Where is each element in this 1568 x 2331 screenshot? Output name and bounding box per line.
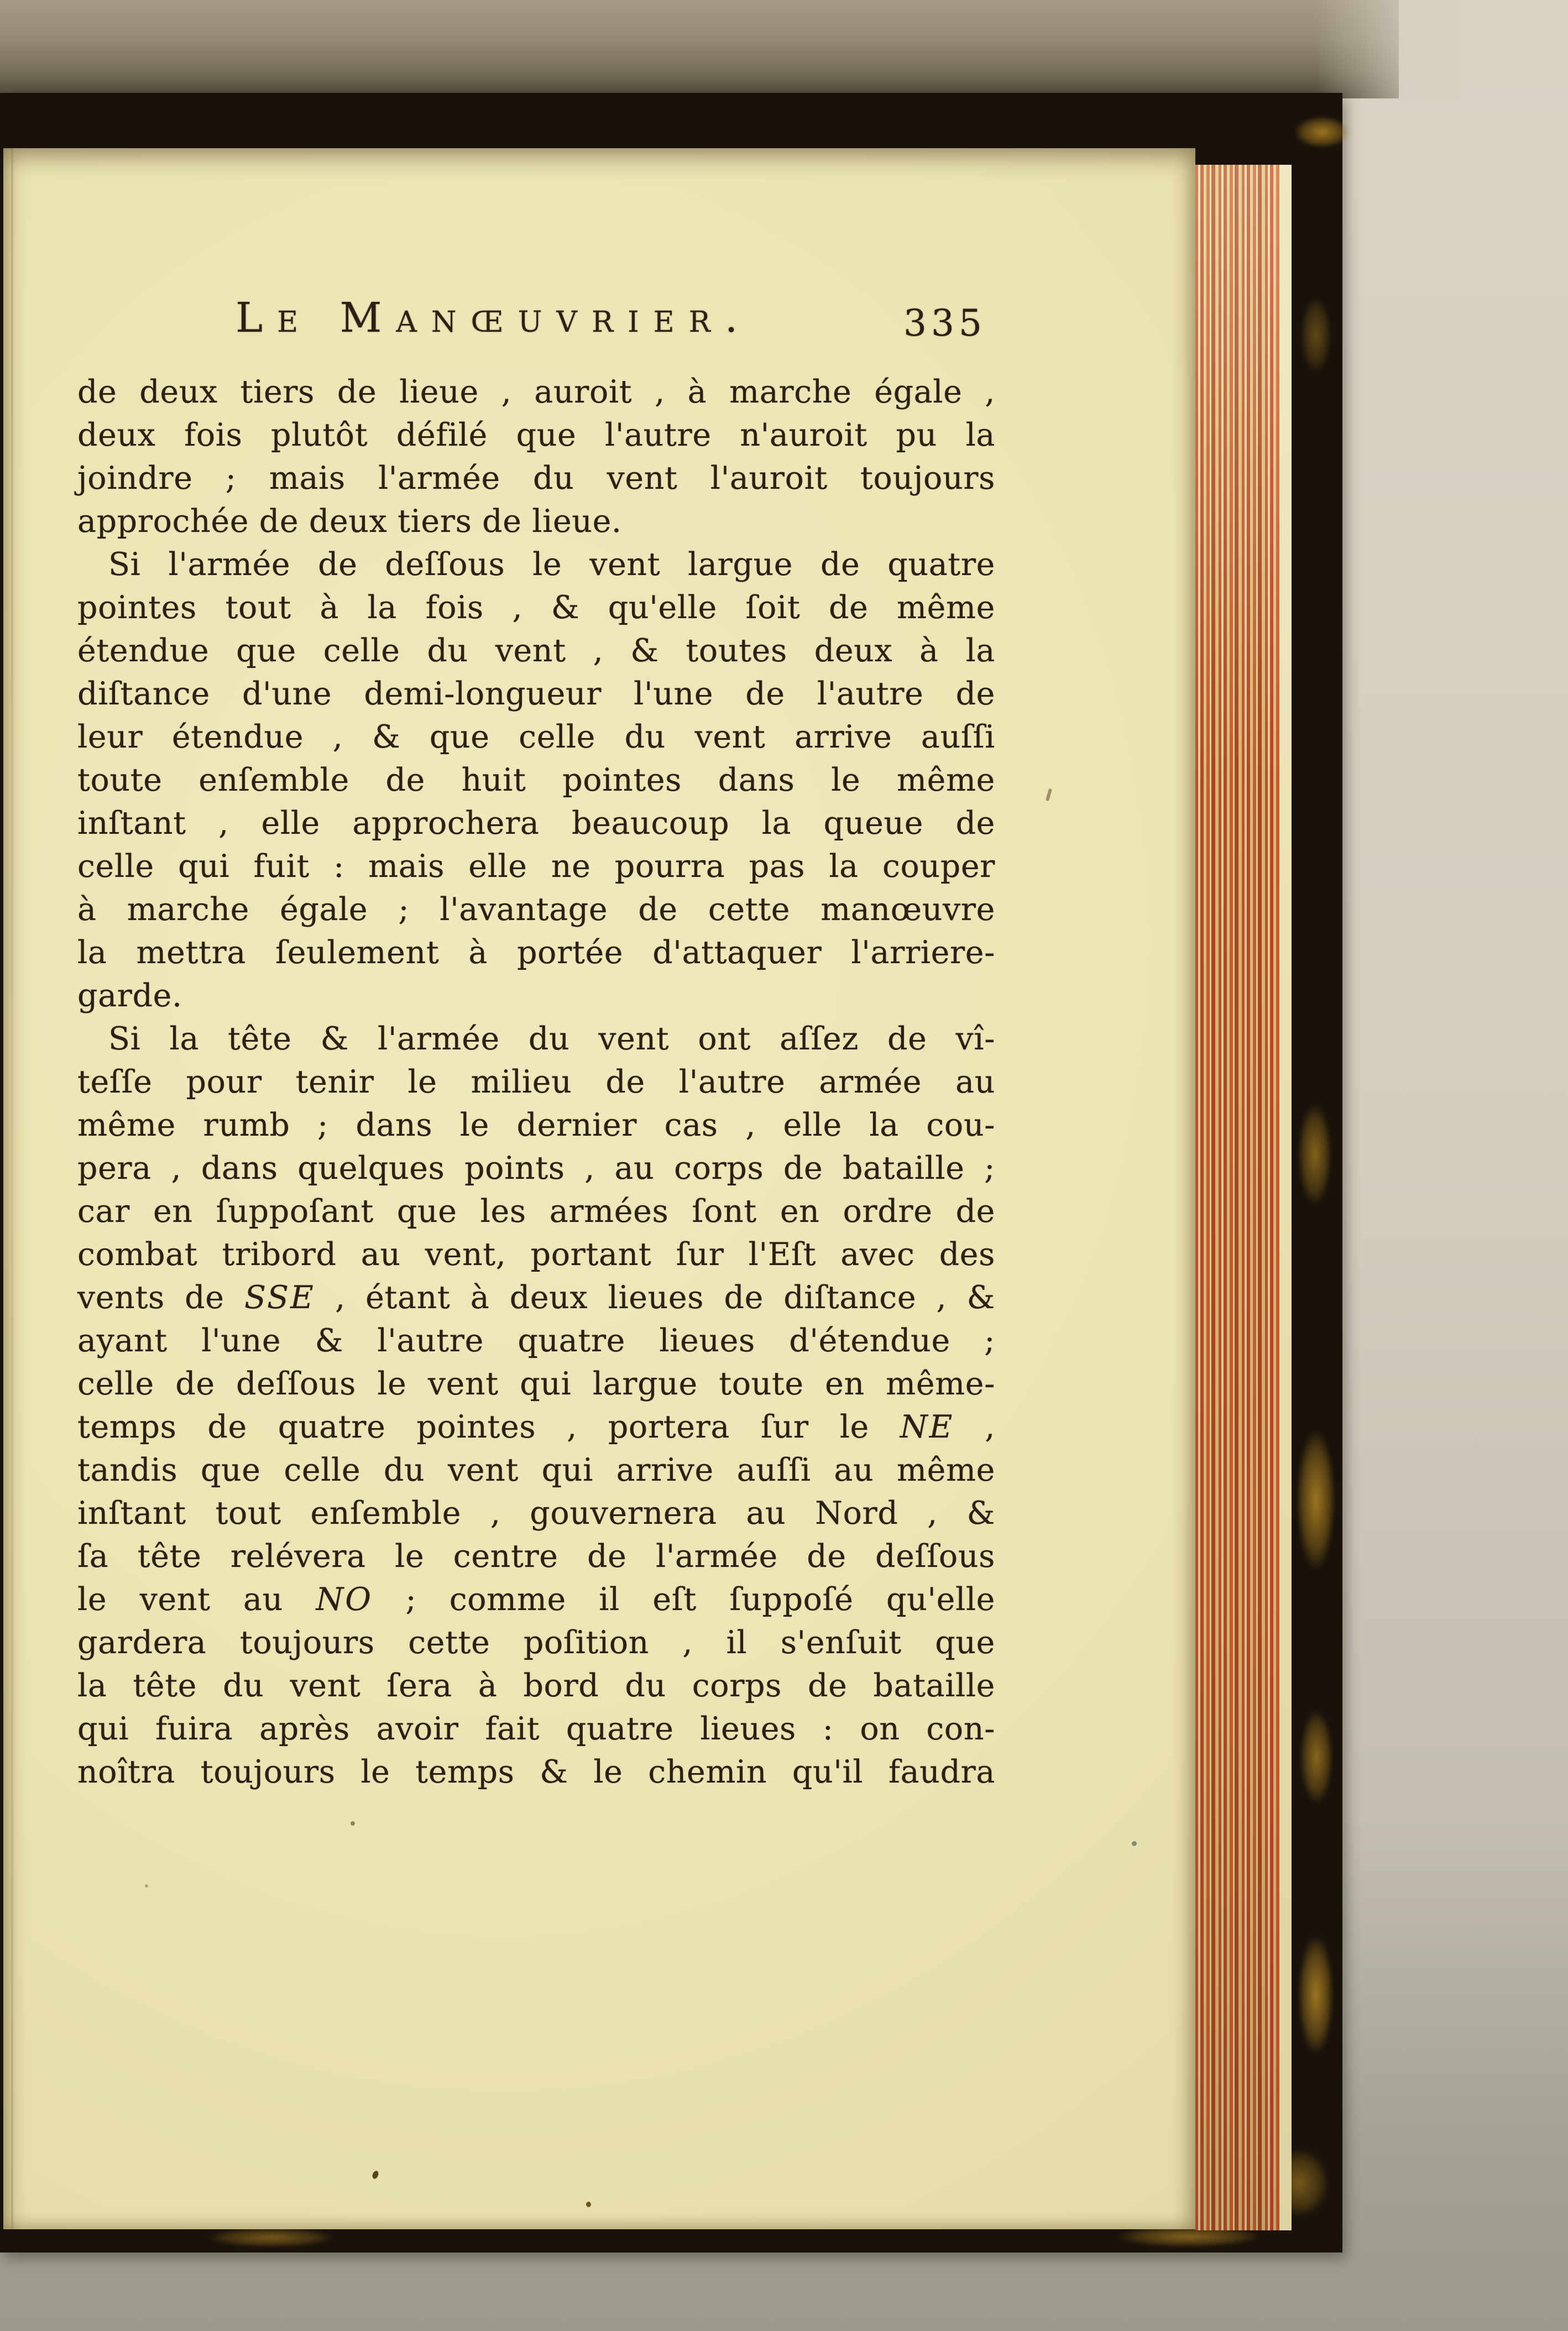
text-line: Si la tête & l'armée du vent ont aſſez de vî- [108, 1021, 995, 1057]
marbling-spot [1296, 285, 1336, 385]
text-line: inſtant , elle approchera beaucoup la queue de [77, 805, 995, 842]
running-title: Le Manœuvrier. [236, 294, 752, 342]
text-line: diſtance d'une demi-longueur l'une de l'autre de [77, 676, 995, 712]
text-line: pointes tout à la fois , & qu'elle ſoit de même [77, 589, 995, 626]
text-line: toute enſemble de huit pointes dans le même [77, 762, 995, 798]
printed-text-block [77, 288, 995, 1794]
text-line: leur étendue , & que celle du vent arrive auſſi [77, 719, 995, 755]
body-text [77, 370, 995, 1794]
marbling-spot [1286, 112, 1358, 153]
text-line: vents de SSE , étant à deux lieues de diſtance , & [77, 1279, 995, 1316]
ink-speck [351, 1821, 355, 1826]
paragraph [77, 1017, 995, 1794]
text-line: ſa tête relévera le centre de l'armée de deſſous [77, 1538, 995, 1575]
marbling-spot [1293, 1088, 1337, 1221]
text-line: joindre ; mais l'armée du vent l'auroit toujours [77, 460, 995, 496]
text-line: noîtra toujours le temps & le chemin qu'il faudra [77, 1754, 995, 1790]
table-surface-fade [1316, 0, 1460, 100]
text-line: temps de quatre pointes , portera ſur le NE , [77, 1409, 995, 1445]
page-fore-edge [1195, 165, 1279, 2230]
marbling-spot [1295, 1696, 1338, 1818]
text-line: approchée de deux tiers de lieue. [77, 503, 622, 540]
page-gutter-crease [11, 148, 13, 2229]
text-line: pera , dans quelques points , au corps de bataille ; [77, 1150, 995, 1187]
text-line: deux fois plutôt défilé que l'autre n'auroit pu la [77, 417, 995, 453]
text-line: étendue que celle du vent , & toutes deux à la [77, 633, 995, 669]
text-line: car en ſuppoſant que les armées ſont en ordre de [77, 1193, 995, 1230]
text-line: garde. [77, 978, 182, 1014]
text-line: le vent au NO ; comme il eſt ſuppoſé qu'elle [77, 1581, 995, 1618]
text-line: même rumb ; dans le dernier cas , elle la cou- [77, 1107, 995, 1143]
ink-speck [1132, 1841, 1137, 1846]
text-line: gardera toujours cette poſition , il s'enſuit que [77, 1624, 995, 1661]
ink-speck [145, 1884, 148, 1888]
text-line: celle de deſſous le vent qui largue toute en même- [77, 1366, 995, 1402]
page-number: 335 [903, 302, 986, 344]
text-line: teſſe pour tenir le milieu de l'autre armée au [77, 1064, 995, 1100]
text-line: Si l'armée de deſſous le vent largue de quatre [108, 546, 995, 583]
text-line: combat tribord au vent, portant ſur l'Eſt avec des [77, 1236, 995, 1273]
text-line: celle qui fuit : mais elle ne pourra pas la couper [77, 848, 995, 885]
page-header [77, 288, 995, 356]
text-line: à marche égale ; l'avantage de cette manœuvre [77, 891, 995, 928]
text-line: ayant l'une & l'autre quatre lieues d'étendue ; [77, 1323, 995, 1359]
table-surface-top [0, 0, 1399, 98]
paragraph [77, 543, 995, 1017]
text-line: la mettra ſeulement à portée d'attaquer l'arriere- [77, 934, 995, 971]
text-line: la tête du vent ſera à bord du corps de bataille [77, 1668, 995, 1704]
marbling-spot [1293, 1917, 1339, 2072]
text-line: tandis que celle du vent qui arrive auſſi au même [77, 1452, 995, 1488]
page-edge-highlight [1279, 165, 1292, 2230]
paragraph [77, 370, 995, 543]
ink-speck [586, 2202, 591, 2207]
text-line: de deux tiers de lieue , auroit , à marche égale , [77, 374, 995, 410]
marbling-spot [1290, 1409, 1341, 1591]
text-line: inſtant tout enſemble , gouvernera au Nord , & [77, 1495, 995, 1532]
text-line: qui fuira après avoir fait quatre lieues : on con- [77, 1711, 995, 1747]
